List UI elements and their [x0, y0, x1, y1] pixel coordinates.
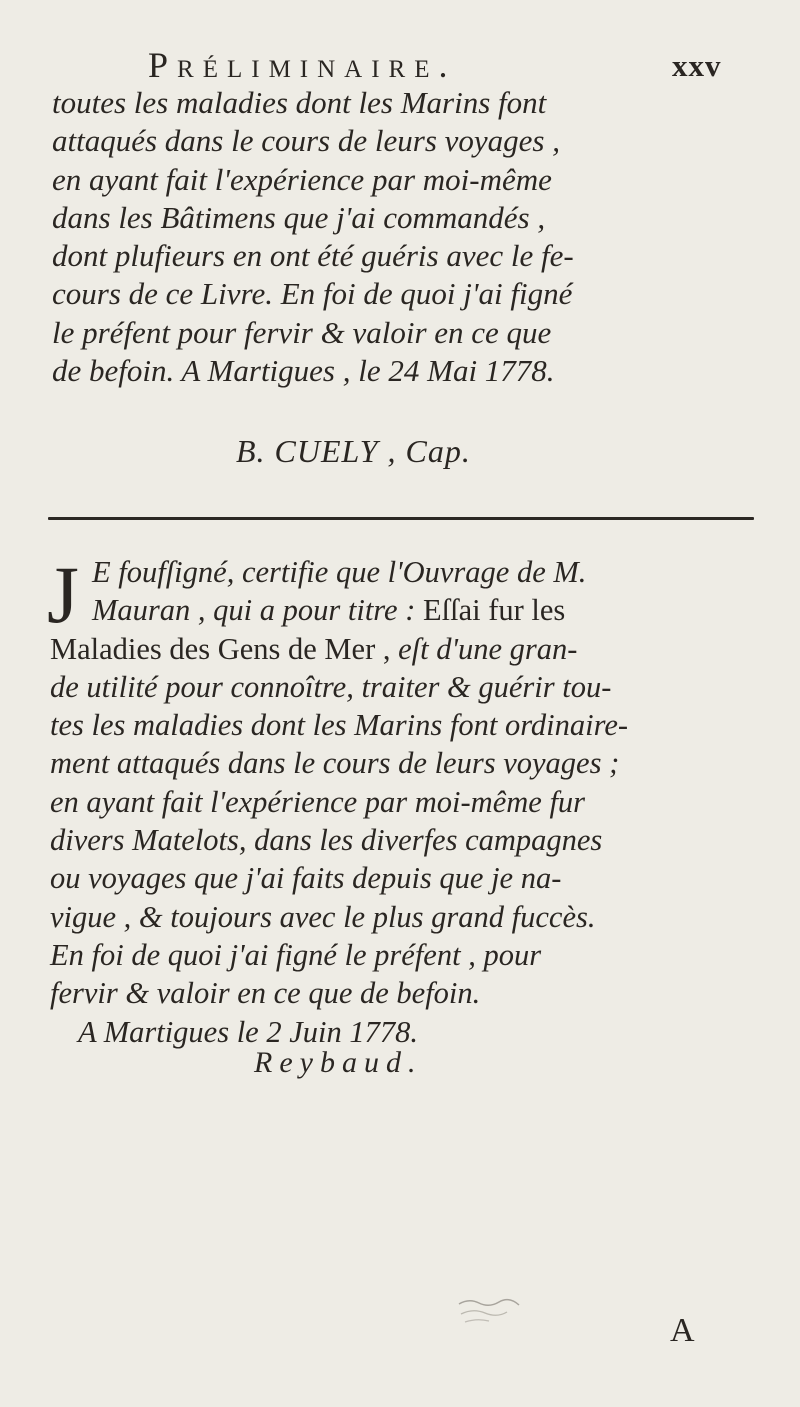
- text-line: dans les Bâtimens que j'ai commandés ,: [52, 199, 546, 235]
- text-line-part: E foufſigné, certifie que l'Ouvrage de M.: [92, 555, 587, 589]
- text-line: [50, 591, 760, 629]
- page-number: xxv: [672, 48, 722, 83]
- drop-cap: J: [47, 549, 79, 640]
- text-line: ment attaqués dans le cours de leurs voyages ;: [50, 746, 620, 781]
- book-title-part: Maladies des Gens de Mer ,: [50, 631, 399, 666]
- text-line: de befoin. A Martigues , le 24 Mai 1778.: [52, 353, 555, 389]
- signature-cuely: B. CUELY , Cap.: [236, 433, 471, 469]
- text-line-part: Mauran , qui a pour titre :: [92, 593, 423, 628]
- running-title: Préliminaire.: [148, 45, 457, 85]
- text-line: attaqués dans le cours de leurs voyages ,: [52, 123, 560, 159]
- certificate-paragraph-2: [50, 553, 760, 1051]
- book-title-part: Eſſai fur les: [422, 593, 566, 628]
- text-line: divers Matelots, dans les diverfes campagnes: [50, 823, 603, 858]
- text-line: ou voyages que j'ai faits depuis que je na-: [50, 861, 562, 896]
- text-line-part: eſt d'une gran-: [398, 631, 578, 666]
- text-line: de utilité pour connoître, traiter & guérir tou-: [50, 669, 612, 704]
- section-divider: [48, 517, 754, 520]
- text-line: en ayant fait l'expérience par moi-même fur: [50, 784, 586, 819]
- text-line: en ayant fait l'expérience par moi-même: [52, 161, 552, 197]
- text-line: toutes les maladies dont les Marins font: [52, 85, 547, 120]
- text-line: dont plufieurs en ont été guéris avec le fe-: [52, 238, 574, 274]
- gathering-signature-letter: A: [670, 1312, 695, 1349]
- text-line: cours de ce Livre. En foi de quoi j'ai figné: [52, 276, 573, 312]
- certificate-paragraph-1: [52, 84, 752, 390]
- text-line: En foi de quoi j'ai figné le préfent , pour: [50, 937, 542, 972]
- text-line: tes les maladies dont les Marins font ordinaire-: [50, 708, 629, 743]
- signature-reybaud: Reybaud.: [254, 1046, 423, 1079]
- text-line: vigue , & toujours avec le plus grand fuccès.: [50, 899, 596, 934]
- text-line: le préfent pour fervir & valoir en ce que: [52, 314, 552, 350]
- text-line: [50, 630, 760, 668]
- ink-smudge: [455, 1296, 525, 1326]
- text-line: fervir & valoir en ce que de befoin.: [50, 976, 481, 1011]
- dateline: A Martigues le 2 Juin 1778.: [78, 1014, 418, 1049]
- text-line: [50, 553, 760, 591]
